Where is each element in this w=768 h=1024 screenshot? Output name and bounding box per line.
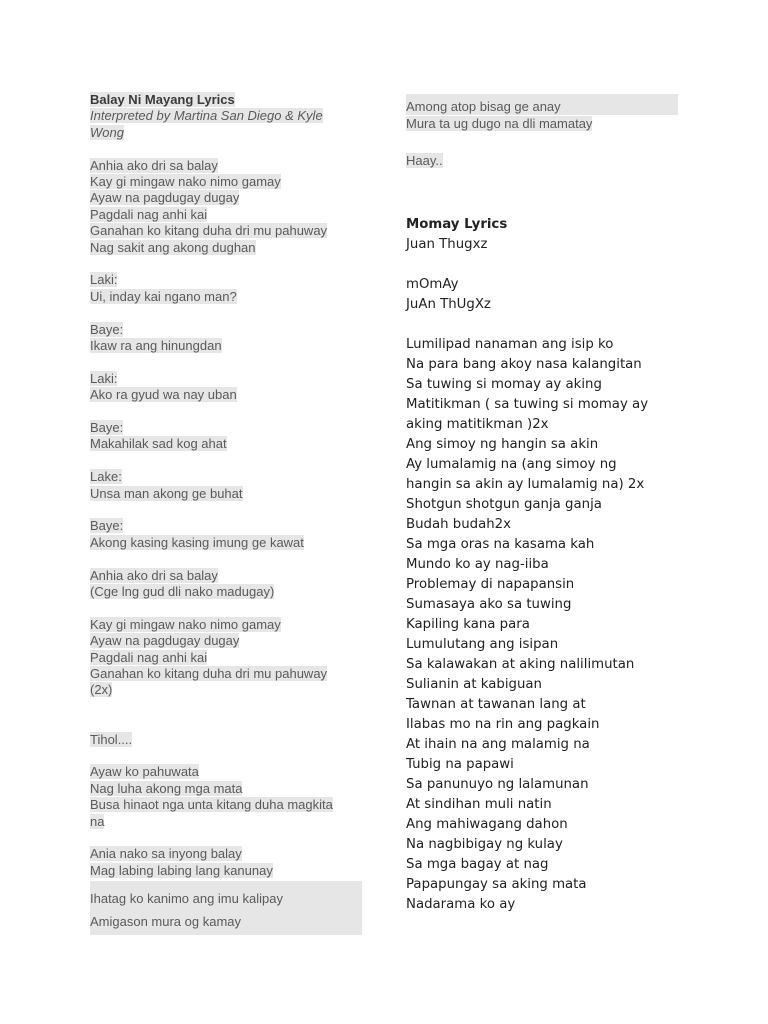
lyric-line: Amigason mura og kamay [90, 914, 242, 930]
stanza-12 [90, 846, 362, 879]
lyric-line: Budah budah2x [406, 517, 512, 532]
lyric-line: na [90, 813, 105, 829]
lyric-line: Ang simoy ng hangin sa akin [406, 437, 599, 452]
balay-lyrics-column [90, 92, 362, 935]
lyric-line: Sulianin at kabiguan [406, 677, 542, 692]
lyric-line: Ayaw na pagdugay dugay [90, 190, 240, 206]
momay-alt-title: mOmAy [406, 277, 459, 292]
lyric-line: aking matitikman )2x [406, 417, 549, 432]
stanza-9 [90, 617, 362, 699]
lyric-line: Tihol.... [90, 731, 133, 747]
lyric-line: Mura ta ug dugo na dli mamatay [406, 116, 593, 131]
lyric-line: Tawnan at tawanan lang at [406, 697, 586, 712]
lyric-line: Ikaw ra ang hinungdan [90, 338, 222, 354]
momay-title: Momay Lyrics [406, 217, 508, 232]
lyric-line: Baye: [90, 420, 124, 436]
momay-alt-artist: JuAn ThUgXz [406, 297, 491, 312]
lyric-line: Sa tuwing si momay ay aking [406, 377, 602, 392]
balay-subtitle-cont: Wong [90, 124, 124, 140]
lyric-line: Ihatag ko kanimo ang imu kalipay [90, 891, 283, 907]
lyric-line: Ako ra gyud wa nay uban [90, 387, 237, 403]
lyric-line: Baye: [90, 518, 124, 534]
lyric-line: Baye: [90, 321, 124, 337]
lyric-line: Ganahan ko kitang duha dri mu pahuway [90, 223, 328, 239]
lyric-line: Among atop bisag ge anay [406, 99, 561, 114]
lyric-line: Mag labing labing lang kanunay [90, 862, 273, 878]
lyric-line: Sa panunuyo ng lalamunan [406, 777, 589, 792]
lyric-line: Akong kasing kasing imung ge kawat [90, 534, 304, 550]
lyric-line: Na nagbibigay ng kulay [406, 837, 563, 852]
lyric-line: Papapungay sa aking mata [406, 877, 587, 892]
lyric-line: Tubig na papawi [406, 757, 514, 772]
stanza-5 [90, 420, 362, 453]
lyric-line: Busa hinaot nga unta kitang duha magkita [90, 797, 333, 813]
stanza-11 [90, 764, 362, 830]
lyric-line: Na para bang akoy nasa kalangitan [406, 357, 642, 372]
lyric-line: Sa kalawakan at aking nalilimutan [406, 657, 635, 672]
lyric-line: Laki: [90, 272, 118, 288]
lyric-line: Problemay di napapansin [406, 577, 575, 592]
lyric-line: Anhia ako dri sa balay [90, 157, 218, 173]
lyric-line: Ania nako sa inyong balay [90, 846, 242, 862]
lyric-line: Makahilak sad kog ahat [90, 436, 227, 452]
lyric-line: At sindihan muli natin [406, 797, 552, 812]
momay-artist: Juan Thugxz [406, 237, 488, 252]
highlight-box [406, 94, 678, 115]
stanza-4 [90, 371, 362, 404]
momay-lyrics [406, 335, 696, 915]
highlight-box [90, 881, 362, 935]
lyric-line: Matitikman ( sa tuwing si momay ay [406, 397, 649, 412]
lyric-line: Nag sakit ang akong dughan [90, 239, 256, 255]
lyric-line: Mundo ko ay nag-iiba [406, 557, 549, 572]
stanza-1 [90, 158, 362, 256]
lyric-line: Lake: [90, 469, 122, 485]
lyric-line: Nag luha akong mga mata [90, 780, 243, 796]
stanza-8 [90, 568, 362, 601]
lyric-line: Lumulutang ang isipan [406, 637, 559, 652]
lyric-line: Ilabas mo na rin ang pagkain [406, 717, 600, 732]
lyric-line: Unsa man akong ge buhat [90, 485, 243, 501]
stanza-10 [90, 732, 362, 748]
lyric-line: Pagdali nag anhi kai [90, 206, 208, 222]
lyric-line: Lumilipad nanaman ang isip ko [406, 337, 614, 352]
stanza-3 [90, 322, 362, 355]
lyric-line: Shotgun shotgun ganja ganja [406, 497, 602, 512]
lyric-line: Anhia ako dri sa balay [90, 567, 218, 583]
lyric-line: Nadarama ko ay [406, 897, 516, 912]
lyric-line: Sumasaya ako sa tuwing [406, 597, 572, 612]
lyric-line: Kay gi mingaw nako nimo gamay [90, 616, 281, 632]
lyric-line: Kapiling kana para [406, 617, 530, 632]
momay-lyrics-column [406, 215, 696, 915]
lyric-line: Pagdali nag anhi kai [90, 649, 208, 665]
lyric-line: Ay lumalamig na (ang simoy ng [406, 457, 617, 472]
lyric-line: At ihain na ang malamig na [406, 737, 590, 752]
lyric-line: Ganahan ko kitang duha dri mu pahuway [90, 666, 328, 682]
lyric-line: Ayaw ko pahuwata [90, 764, 199, 780]
lyric-line: Sa mga oras na kasama kah [406, 537, 595, 552]
stanza-2 [90, 272, 362, 305]
lyric-line: Kay gi mingaw nako nimo gamay [90, 174, 281, 190]
lyric-line: (Cge lng gud dli nako madugay) [90, 584, 275, 600]
haay-line: Haay.. [406, 153, 443, 168]
lyric-line: Laki: [90, 370, 118, 386]
balay-title: Balay Ni Mayang Lyrics [90, 92, 235, 107]
lyric-line: hangin sa akin ay lumalamig na) 2x [406, 477, 645, 492]
balay-continuation [406, 94, 678, 132]
balay-subtitle: Interpreted by Martina San Diego & Kyle [90, 108, 323, 124]
lyric-line: Ayaw na pagdugay dugay [90, 633, 240, 649]
lyric-line: Ang mahiwagang dahon [406, 817, 568, 832]
lyric-line: Ui, inday kai ngano man? [90, 288, 237, 304]
lyric-line: (2x) [90, 682, 113, 698]
stanza-6 [90, 469, 362, 502]
lyric-line: Sa mga bagay at nag [406, 857, 549, 872]
stanza-7 [90, 518, 362, 551]
